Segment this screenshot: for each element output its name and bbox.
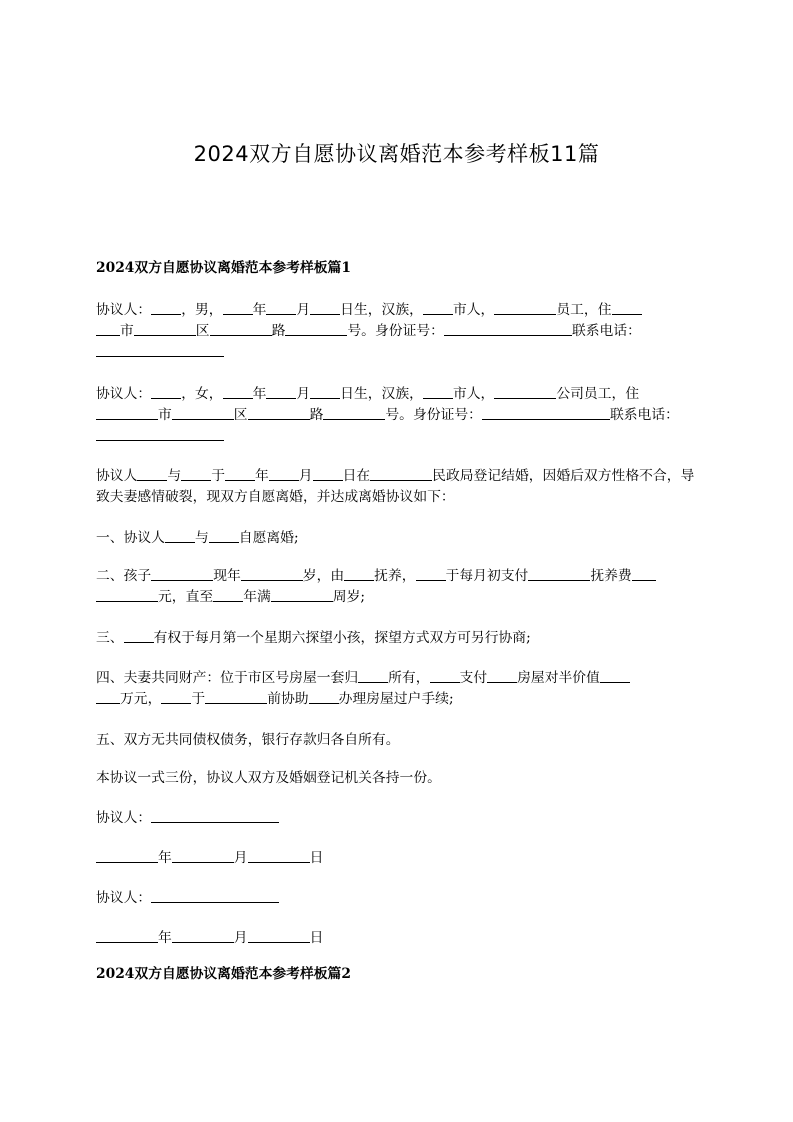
fill-in-blank (430, 668, 460, 683)
fill-in-blank (151, 384, 181, 399)
text-segment: 民政局登记结婚，因婚后双方性格不合，导致夫妻感情破裂，现双方自愿离婚，并达成离婚协议如下： (96, 468, 695, 505)
fill-in-blank (266, 300, 296, 315)
text-segment: 支付 (459, 670, 488, 686)
clause-4 (96, 668, 700, 710)
fill-in-blank (494, 300, 556, 315)
text-segment: 区 (233, 407, 248, 423)
text-segment: 于 (211, 468, 225, 484)
fill-in-blank (423, 384, 453, 399)
date-line-2 (96, 928, 700, 949)
text-segment: 年 (252, 386, 267, 402)
text-segment: 日 (309, 850, 324, 866)
fill-in-blank (96, 587, 158, 602)
fill-in-blank (285, 321, 347, 336)
fill-in-blank (124, 628, 154, 643)
text-segment: 号。身份证号： (385, 407, 482, 423)
fill-in-blank (482, 405, 610, 420)
text-segment: 市 (158, 407, 172, 423)
text-segment: 号。身份证号： (347, 323, 444, 339)
text-segment: 协议人： (96, 386, 152, 402)
fill-in-blank (323, 405, 385, 420)
fill-in-blank (600, 668, 630, 683)
page-title: 2024双方自愿协议离婚范本参考样板11篇 (193, 142, 600, 166)
text-segment: 万元， (120, 691, 162, 707)
text-segment: 日生，汉族， (340, 386, 423, 402)
party-2-paragraph (96, 384, 700, 447)
fill-in-blank (241, 566, 303, 581)
signature-blank (151, 808, 279, 823)
text-segment: 四、夫妻共同财产：位于市区号房屋一套归 (96, 670, 359, 686)
text-segment: 前协助 (267, 691, 309, 707)
fill-in-blank (161, 689, 191, 704)
text-segment: 日生，汉族， (340, 302, 423, 318)
phone-blank (96, 342, 224, 357)
fill-in-blank (225, 466, 255, 481)
fill-in-blank (612, 300, 642, 315)
fill-in-blank (632, 566, 656, 581)
text-segment: 市人， (452, 302, 495, 318)
fill-in-blank (96, 848, 158, 863)
text-segment: 办理房屋过户手续; (338, 691, 454, 707)
fill-in-blank (528, 566, 590, 581)
text-segment: 一、协议人 (96, 530, 165, 546)
text-segment: 月 (233, 850, 248, 866)
text-segment: 联系电话： (609, 407, 679, 423)
fill-in-blank (423, 300, 453, 315)
text-segment: 年 (158, 850, 172, 866)
fill-in-blank (165, 528, 195, 543)
text-segment: 于每月初支付 (445, 568, 529, 584)
fill-in-blank (172, 928, 234, 943)
fill-in-blank (269, 466, 299, 481)
fill-in-blank (494, 384, 556, 399)
text-segment: 与 (194, 530, 209, 546)
fill-in-blank (213, 587, 243, 602)
fill-in-blank (172, 848, 234, 863)
text-segment: 协议人： (96, 890, 152, 906)
text-segment: 员工，住 (556, 302, 612, 318)
text-segment: 于 (191, 691, 206, 707)
text-segment: 抚养费 (590, 568, 632, 584)
fill-in-blank (205, 689, 267, 704)
fill-in-blank (487, 668, 517, 683)
text-segment: 市 (120, 323, 134, 339)
text-segment: 年 (254, 468, 269, 484)
text-segment: 所有， (388, 670, 430, 686)
copies-paragraph: 本协议一式三份，协议人双方及婚姻登记机关各持一份。 (96, 770, 441, 786)
text-segment: 年 (252, 302, 267, 318)
fill-in-blank (266, 384, 296, 399)
fill-in-blank (416, 566, 446, 581)
text-segment: 抚养， (374, 568, 416, 584)
text-segment: 房屋对半价值 (517, 670, 600, 686)
fill-in-blank (181, 466, 211, 481)
name-blank (151, 300, 181, 315)
fill-in-blank (151, 566, 213, 581)
section-2-heading: 2024双方自愿协议离婚范本参考样板篇2 (96, 966, 351, 982)
fill-in-blank (96, 405, 158, 420)
fill-in-blank (358, 668, 388, 683)
text-segment: 月 (296, 302, 311, 318)
text-segment: 日在 (342, 468, 371, 484)
text-segment: 与 (167, 468, 182, 484)
text-segment: 月 (298, 468, 313, 484)
text-segment: 有权于每月第一个星期六探望小孩，探望方式双方可另行协商; (153, 630, 531, 646)
text-segment: 周岁; (332, 589, 366, 605)
signature-blank (151, 888, 279, 903)
fill-in-blank (310, 384, 340, 399)
fill-in-blank (344, 566, 374, 581)
text-segment: 区 (195, 323, 210, 339)
clause-2 (96, 566, 700, 608)
text-segment: 月 (296, 386, 311, 402)
fill-in-blank (309, 689, 339, 704)
text-segment: 三、 (96, 630, 124, 646)
text-segment: 自愿离婚; (238, 530, 299, 546)
text-segment: 现年 (213, 568, 241, 584)
text-segment: 市人， (452, 386, 495, 402)
date-line-1 (96, 848, 700, 869)
section-1-heading: 2024双方自愿协议离婚范本参考样板篇1 (96, 260, 351, 276)
text-segment: 年满 (243, 589, 271, 605)
year-blank (223, 300, 253, 315)
fill-in-blank (96, 689, 120, 704)
fill-in-blank (271, 587, 333, 602)
fill-in-blank (96, 928, 158, 943)
fill-in-blank (248, 928, 310, 943)
signature-line-2 (96, 888, 700, 909)
clause-3 (96, 628, 700, 649)
text-segment: 二、孩子 (96, 568, 152, 584)
fill-in-blank (370, 466, 432, 481)
fill-in-blank (210, 321, 272, 336)
text-segment: ，男， (181, 302, 223, 318)
fill-in-blank (96, 426, 224, 441)
fill-in-blank (223, 384, 253, 399)
fill-in-blank (248, 405, 310, 420)
fill-in-blank (134, 321, 196, 336)
id-number-blank (444, 321, 572, 336)
text-segment: 协议人 (96, 468, 138, 484)
marriage-paragraph (96, 466, 700, 508)
clause-1 (96, 528, 700, 549)
fill-in-blank (137, 466, 167, 481)
fill-in-blank (313, 466, 343, 481)
text-segment: 路 (271, 323, 286, 339)
text-segment: 日 (309, 930, 324, 946)
clause-5: 五、双方无共同债权债务，银行存款归各自所有。 (96, 732, 400, 748)
party-1-paragraph (96, 300, 700, 363)
signature-line-1 (96, 808, 700, 829)
text-segment: ，女， (181, 386, 223, 402)
text-segment: 公司员工，住 (556, 386, 640, 402)
fill-in-blank (310, 300, 340, 315)
text-segment: 协议人： (96, 810, 152, 826)
text-segment: 联系电话： (571, 323, 641, 339)
fill-in-blank (209, 528, 239, 543)
text-segment: 岁，由 (302, 568, 345, 584)
text-segment: 月 (233, 930, 248, 946)
text-segment: 路 (309, 407, 324, 423)
text-segment: 元，直至 (158, 589, 214, 605)
text-segment: 协议人： (96, 302, 152, 318)
fill-in-blank (248, 848, 310, 863)
fill-in-blank (96, 321, 120, 336)
text-segment: 年 (158, 930, 172, 946)
fill-in-blank (172, 405, 234, 420)
